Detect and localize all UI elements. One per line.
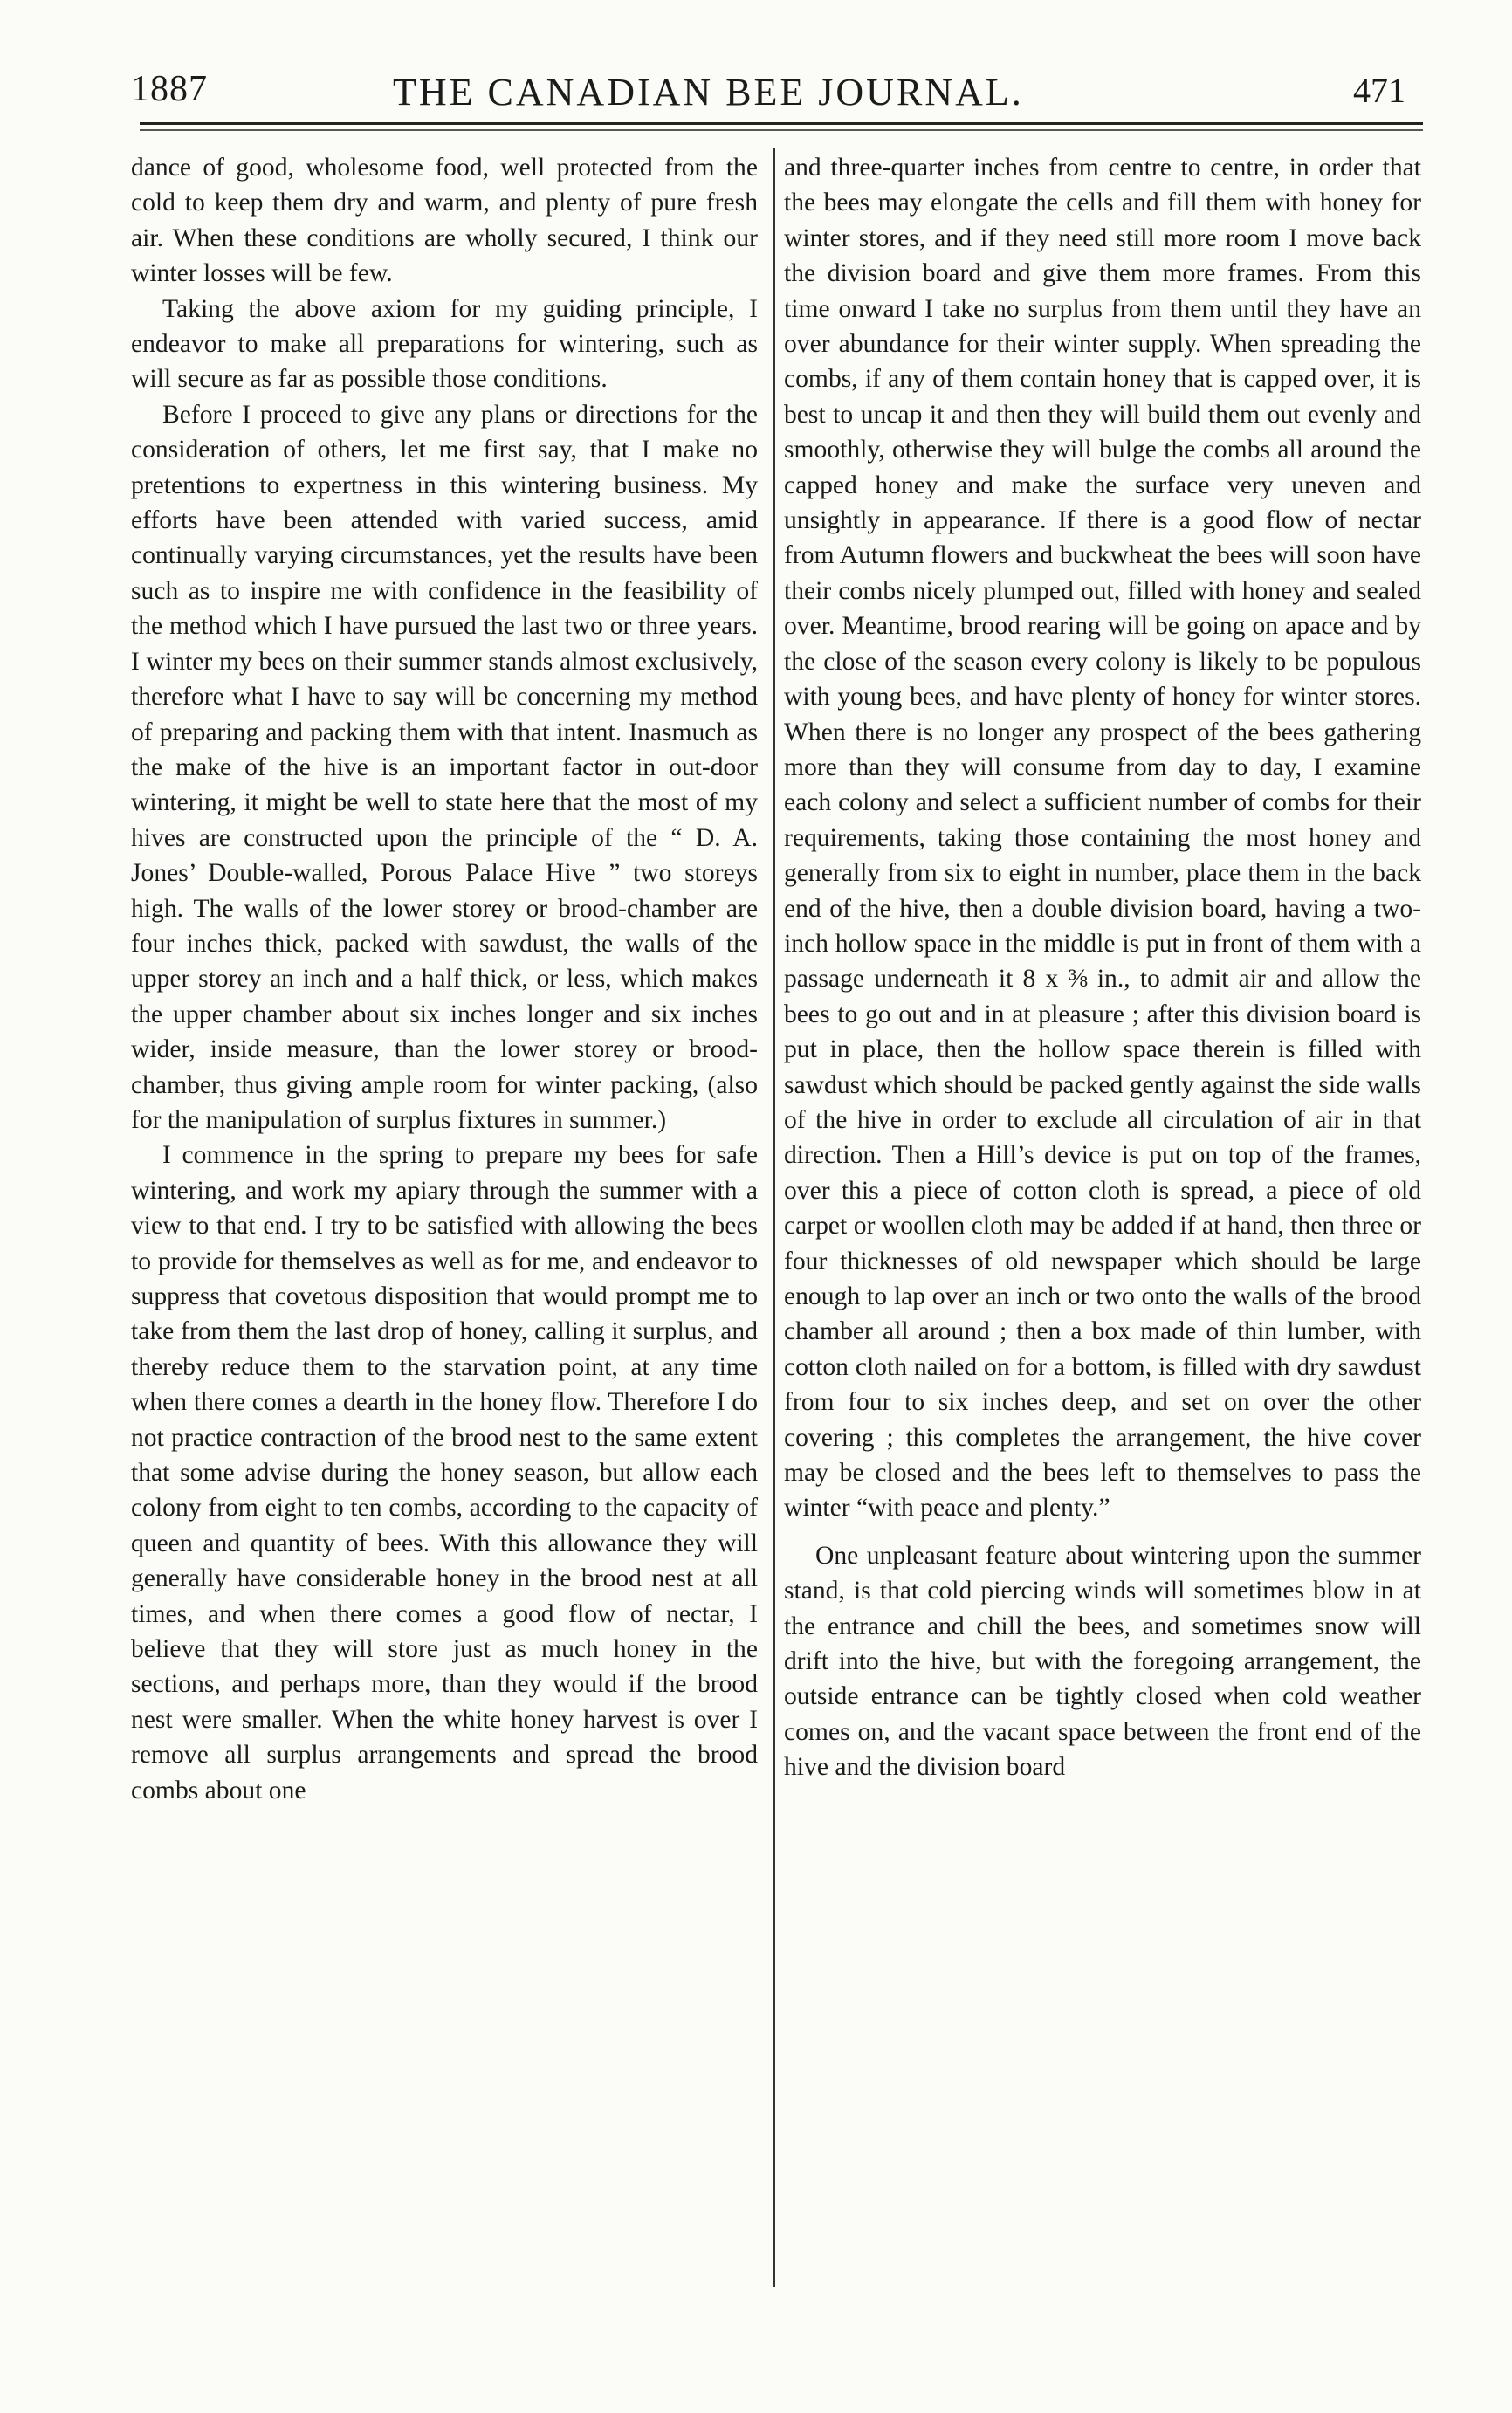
left-column	[131, 150, 758, 2280]
paragraph: dance of good, wholesome food, well protected from the cold to keep them dry and warm, and plenty of pure fresh air. When these conditions are wholly secured, I think our winter losses will be few.	[131, 154, 758, 288]
paragraph: and three-quarter inches from centre to centre, in order that the bees may elongate the cells and fill them with honey for winter stores, and if they need still more room I move back the division board and give them more frames. From this time onward I take no surplus from them until they have an over abundance for their winter supply. When spreading the combs, if any of them contain honey that is capped over, it is best to uncap it and then they will build them out evenly and smoothly, otherwise they will bulge the combs all around the capped honey and make the surface very uneven and unsightly in appearance. If there is a good flow of nectar from Autumn flowers and buckwheat the bees will soon have their combs nicely plumped out, filled with honey and sealed over. Meantime, brood rearing will be going on apace and by the close of the season every colony is likely to be populous with young bees, and have plenty of honey for winter stores. When there is no longer any prospect of the bees gathering more than they will consume from day to day, I examine each colony and select a sufficient number of combs for their requirements, taking those containing the most honey and generally from six to eight in number, place them in the back end of the hive, then a double division board, having a two-inch hollow space in the middle is put in front of them with a passage underneath it 8 x ⅜ in., to admit air and allow the bees to go out and in at pleasure ; after this division board is put in place, then the hollow space therein is filled with sawdust which should be packed gently against the side walls of the hive in order to exclude all circulation of air in that direction. Then a Hill’s device is put on top of the frames, over this a piece of cotton cloth is spread, a piece of old carpet or woollen cloth may be added if at hand, then three or four thicknesses of old newspaper which should be large enough to lap over an inch or two onto the walls of the brood chamber all around ; then a box made of thin lumber, with cotton cloth nailed on for a bottom, is filled with dry sawdust from four to six inches deep, and set on over the other covering ; this completes the arrangement, the hive cover may be closed and the bees left to themselves to pass the winter “with peace and plenty.”	[784, 154, 1421, 1523]
page-number: 471	[1353, 71, 1405, 110]
journal-title: THE CANADIAN BEE JOURNAL.	[393, 71, 1024, 113]
paragraph: Before I proceed to give any plans or directions for the consideration of others, let me first say, that I make no pretentions to expertness in this wintering business. My efforts have been attended with varied success, amid continually varying circumstances, yet the results have been such as to inspire me with confidence in the feasibility of the method which I have pursued the last two or three years. I winter my bees on their summer stands almost exclusively, therefore what I have to say will be concerning my method of preparing and packing them with that intent. Inasmuch as the make of the hive is an important factor in out-door wintering, it might be well to state here that the most of my hives are constructed upon the principle of the “ D. A. Jones’ Double-walled, Porous Palace Hive ” two storeys high. The walls of the lower storey or brood-chamber are four inches thick, packed with sawdust, the walls of the upper storey an inch and a half thick, or less, which makes the upper chamber about six inches longer and six inches wider, inside measure, than the lower storey or brood-chamber, thus giving ample room for winter packing, (also for the manipulation of surplus fixtures in summer.)	[131, 400, 758, 1134]
paragraph: I commence in the spring to prepare my bees for safe wintering, and work my apiary through the summer with a view to that end. I try to be satisfied with allowing the bees to provide for themselves as well as for me, and endeavor to suppress that covetous disposition that would prompt me to take from them the last drop of honey, calling it surplus, and thereby reduce them to the starvation point, at any time when there comes a dearth in the honey flow. Therefore I do not practice contraction of the brood nest to the same extent that some advise during the honey season, but allow each colony from eight to ten combs, according to the capacity of queen and quantity of bees. With this allowance they will generally have considerable honey in the brood nest at all times, and when there comes a good flow of nectar, I believe that they will store just as much honey in the sections, and perhaps more, than they would if the brood nest were smaller. When the white honey harvest is over I remove all surplus arrangements and spread the brood combs about one	[131, 1141, 758, 1805]
column-divider	[773, 148, 775, 2287]
paragraph: One unpleasant feature about wintering upon the summer stand, is that cold piercing winds will sometimes blow in at the entrance and chill the bees, and sometimes snow will drift into the hive, but with the foregoing arrangement, the outside entrance can be tightly closed when cold weather comes on, and the vacant space between the front end of the hive and the division board	[784, 1541, 1421, 1782]
header-rule	[140, 122, 1423, 125]
right-column	[784, 150, 1421, 2280]
paragraph: Taking the above axiom for my guiding principle, I endeavor to make all preparations for wintering, such as will secure as far as possible those conditions.	[131, 294, 758, 394]
header-rule-thin	[140, 129, 1423, 131]
page-header	[131, 61, 1405, 122]
header-year: 1887	[131, 69, 208, 109]
